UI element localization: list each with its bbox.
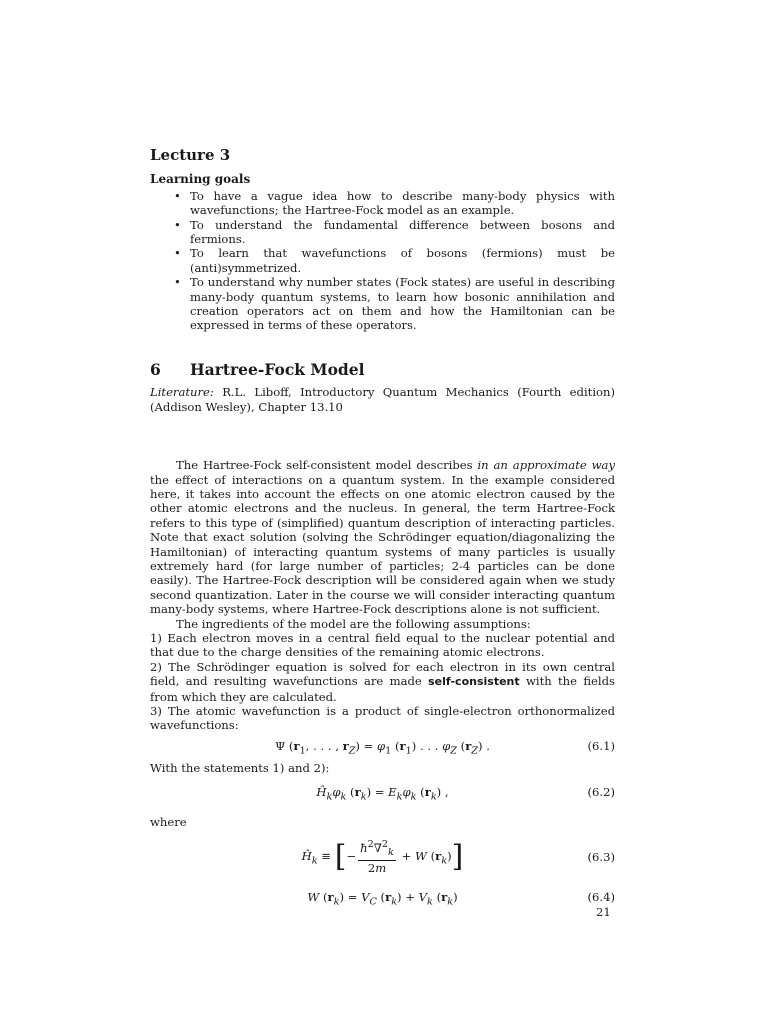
literature-text: R.L. Liboff, Introductory Quantum Mechanics (Fourth edition) (Addison Wesley), Chapter 13.10 <box>150 385 615 414</box>
paragraph-ingredients: The ingredients of the model are the following assumptions: <box>176 616 531 631</box>
with-statements-text: With the statements 1) and 2): <box>150 760 330 775</box>
equation-6-3 <box>150 830 615 884</box>
intro-text-start: The Hartree-Fock self-consistent model describes <box>176 458 478 473</box>
assumption-2-end: with the fields from which they are calculated. <box>150 674 615 704</box>
goal-item: • To understand why number states (Fock states) are useful in describing many-body quantum systems, to learn how bosonic annihilation and creation operators act on them and how the Hamiltonian can be expressed in terms of these operators. <box>172 275 615 333</box>
learning-goals-list <box>150 189 615 333</box>
equation-expression: $Ĥ_k$ ≡ [− $\frac{ħ^2\nabla^2_k}{2m}$ + W $(r_k)$] <box>301 838 464 876</box>
paragraph-intro <box>150 458 615 616</box>
self-consistent-term: self-consistent <box>428 675 520 689</box>
equation-expression: Ψ ($r_1$, . . . , $r_Z) = \varphi_1$ $(r_1)$ . . . $\varphi_Z$ $(r_Z)$ . <box>275 738 490 757</box>
assumption-2 <box>150 660 615 704</box>
equation-6-1 <box>150 733 615 761</box>
goal-item: • To learn that wavefunctions of bosons (fermions) must be (anti)symmetrized. <box>172 246 615 275</box>
section-number: 6 <box>150 359 161 379</box>
equation-number: (6.4) <box>587 889 615 904</box>
lecture-title: Lecture 3 <box>150 146 231 164</box>
where-text: where <box>150 815 187 830</box>
page-number: 21 <box>596 905 611 919</box>
equation-number: (6.3) <box>587 849 615 864</box>
equation-6-2 <box>150 779 615 815</box>
intro-italic: in an approximate way <box>477 458 615 473</box>
equation-number: (6.1) <box>587 738 615 753</box>
goal-item: • To have a vague idea how to describe many-body physics with wavefunctions; the Hartree-Fock model as an example. <box>172 189 615 218</box>
learning-goals-heading: Learning goals <box>150 172 251 187</box>
page-content <box>150 148 615 912</box>
literature-label: Literature: <box>150 385 214 400</box>
equation-number: (6.2) <box>587 785 615 800</box>
section-title: Hartree-Fock Model <box>190 359 365 379</box>
section-heading <box>150 359 615 379</box>
assumption-2-start: 2) The Schrödinger equation is solved for each electron in its own central field, and resulting wavefunctions are made <box>150 659 615 689</box>
assumption-1: 1) Each electron moves in a central field equal to the nuclear potential and that due to the charge densities of the remaining atomic electrons. <box>150 630 615 660</box>
goal-item: • To understand the fundamental difference between bosons and fermions. <box>172 218 615 247</box>
intro-text-end: the effect of interactions on a quantum system. In the example considered here, it takes into account the effects on one atomic electron caused by the other atomic electrons and the nucleus. In general, the term Hartree-Fock refers to this type of (simplified) quantum description of interacting particles. Note that exact solution (solving the Schrödinger equation/diagonalizing the Hamiltonian) of interacting quantum systems of many particles is usually extremely hard (for large number of particles; 2-4 particles can be done easily). The Hartree-Fock description will be considered again when we study second quantization. Later in the course we will consider interacting quantum many-body systems, where Hartree-Fock descriptions alone is not sufficient. <box>150 472 615 617</box>
equation-expression: $Ĥ_k\varphi_k$ $(r_k) = E_k\varphi_k$ $(r_k)$ , <box>316 785 449 803</box>
literature-reference <box>150 385 615 414</box>
equation-6-4 <box>150 884 615 912</box>
assumption-3: 3) The atomic wavefunction is a product of single-electron orthonormalized wavefunctions: <box>150 704 615 733</box>
equation-expression: W $(r_k) = V_C$ $(r_k) + V_k$ $(r_k)$ <box>307 889 458 907</box>
